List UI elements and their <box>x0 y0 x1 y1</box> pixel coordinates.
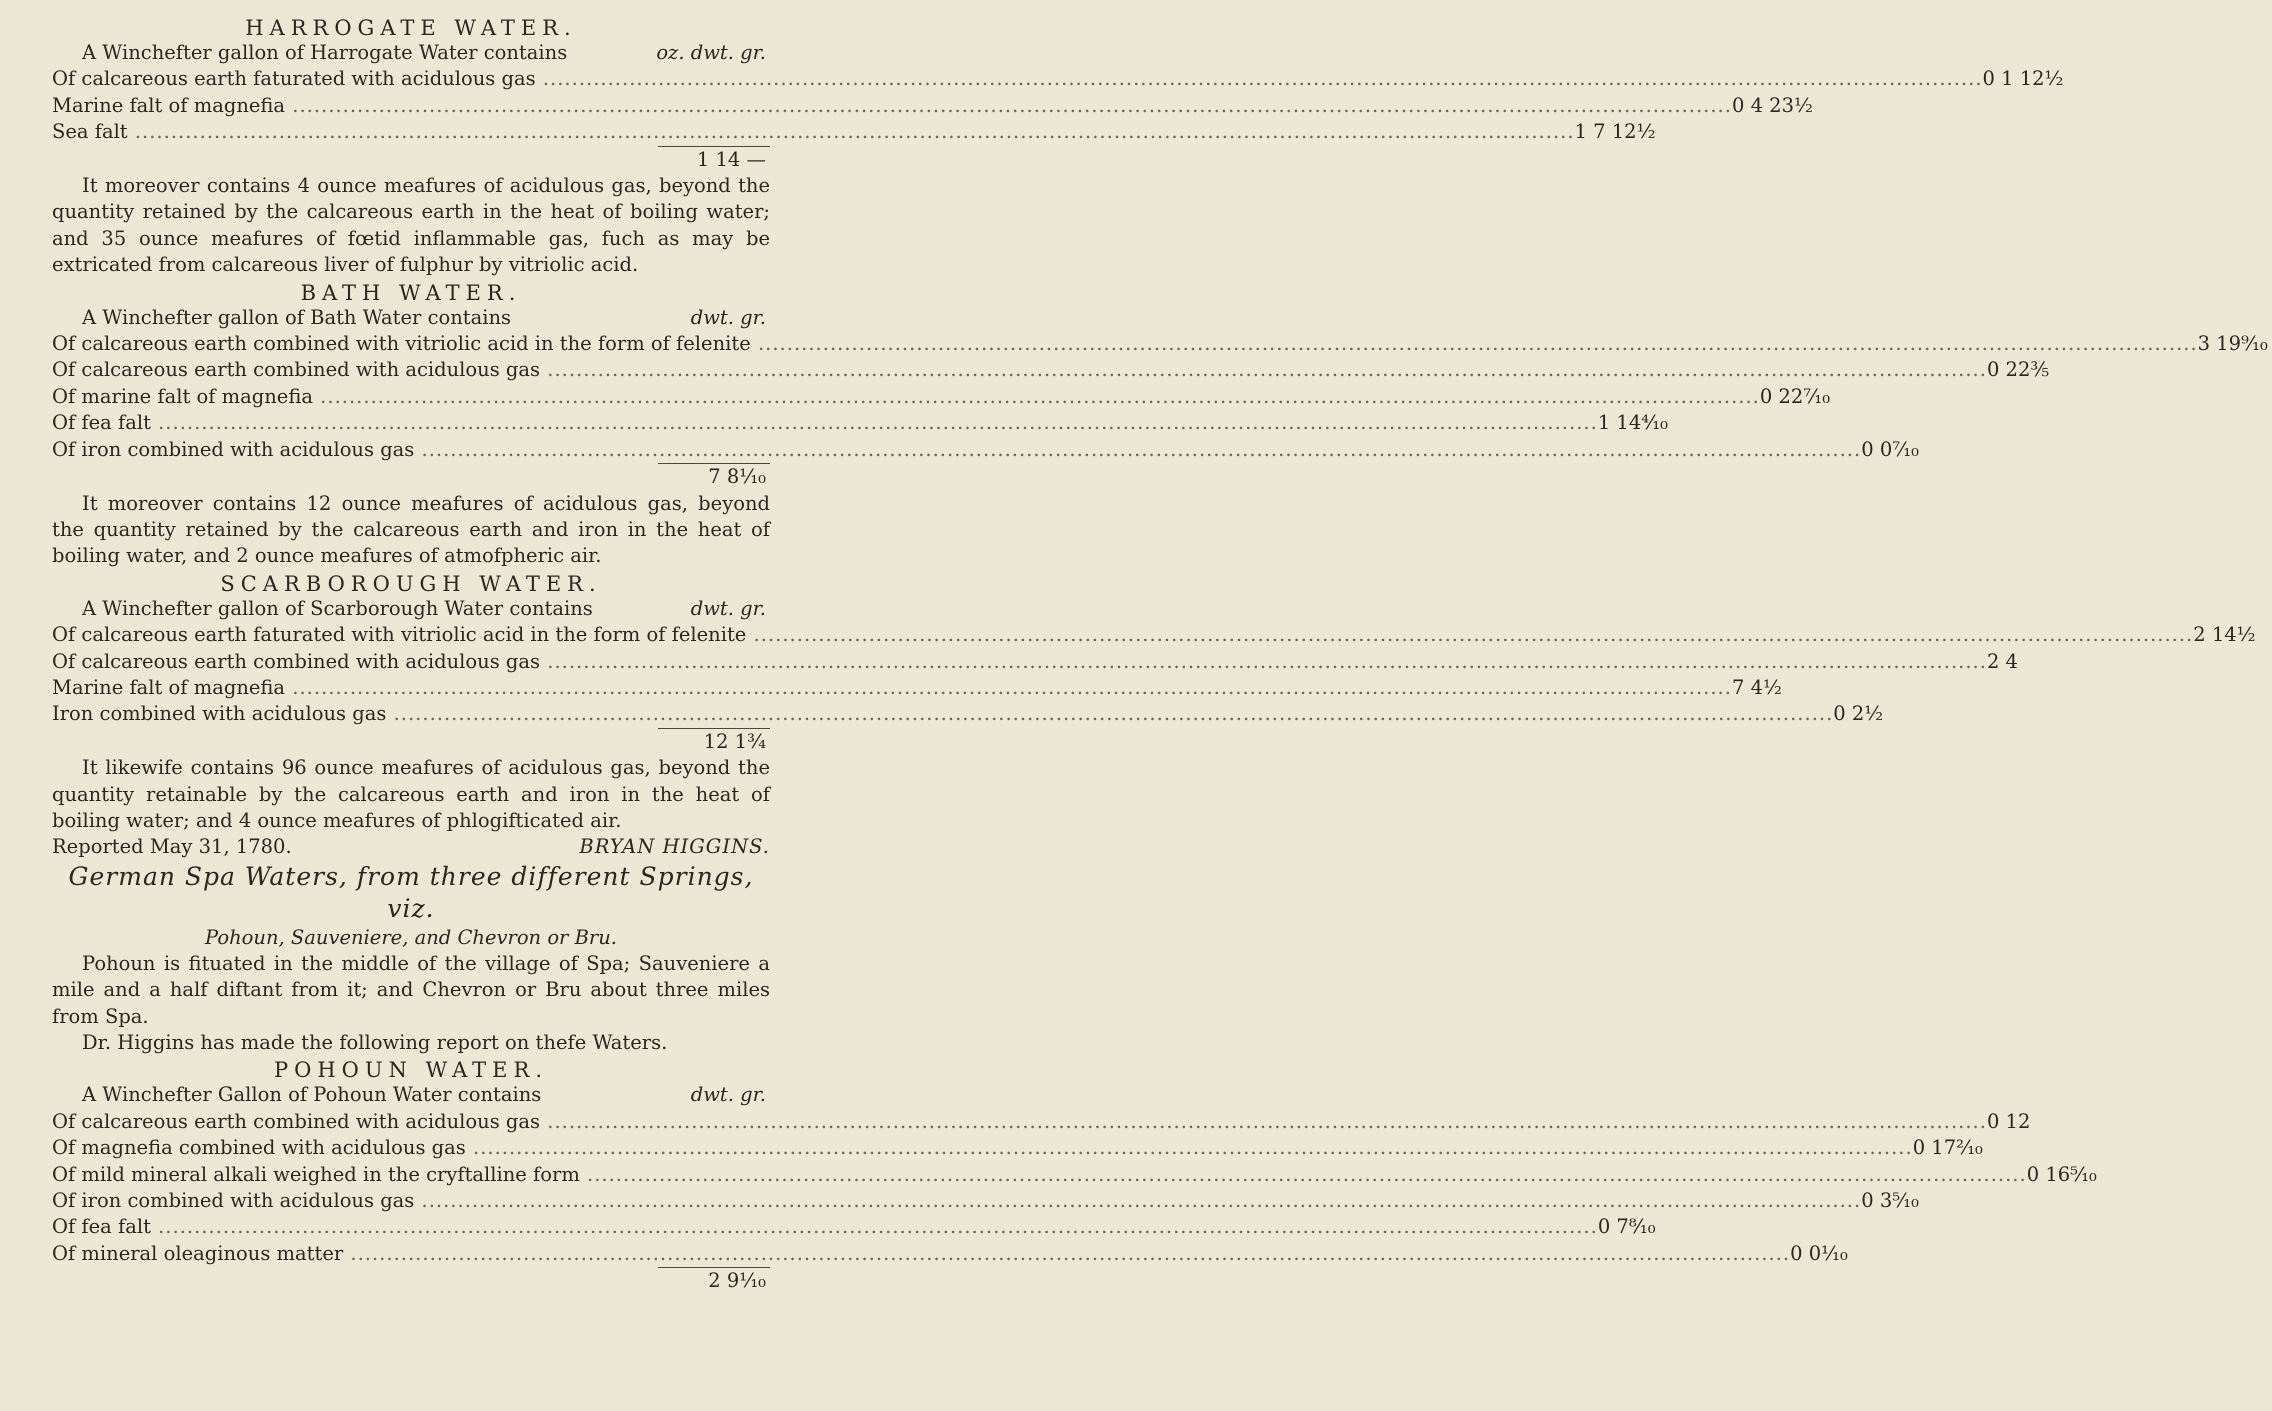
harrogate-title: HARROGATE WATER. <box>245 16 577 40</box>
row-value: 0 2½ <box>1833 702 1884 726</box>
table-row <box>52 66 2064 92</box>
row-value: 0 0¹⁄₁₀ <box>1790 1241 1848 1265</box>
table-row <box>52 649 2018 675</box>
row-value: 0 4 23½ <box>1731 93 1813 117</box>
total-value: 1 14 — <box>658 146 770 173</box>
total-row <box>52 728 770 755</box>
harrogate-header-units: oz. dwt. gr. <box>656 41 766 64</box>
spa-intro: Dr. Higgins has made the following report on thefe Waters. <box>82 1031 668 1054</box>
row-value: 1 7 12½ <box>1574 120 1656 144</box>
pohoun-table <box>52 1082 2097 1294</box>
row-label: Of fea falt ..... <box>52 1214 1598 1240</box>
table-row <box>52 622 2256 648</box>
table-row <box>52 1241 1848 1267</box>
pohoun-header-label: A Winchefter Gallon of Pohoun Water contains <box>82 1083 542 1107</box>
row-label: Of marine falt of magnefia ..... <box>52 384 1760 410</box>
scarborough-note: It likewife contains 96 ounce meafures of acidulous gas, beyond the quantity retainable by the calcareous earth and iron in the heat of boiling water; and 4 ounce meafures of phlogifticated air. <box>52 756 770 832</box>
row-value: 3 19⁹⁄₁₀ <box>2197 332 2268 356</box>
table-row <box>52 331 2268 357</box>
scarborough-header-label: A Winchefter gallon of Scarborough Water contains <box>82 596 593 620</box>
table-row <box>52 93 1813 119</box>
harrogate-header-label: A Winchefter gallon of Harrogate Water contains <box>82 41 568 64</box>
table-row <box>52 1109 2031 1135</box>
scarborough-table <box>52 596 2256 755</box>
scarborough-title: SCARBOROUGH WATER. <box>220 571 602 596</box>
row-value: 0 22⅗ <box>1986 358 2050 382</box>
row-value: 0 7⁸⁄₁₀ <box>1597 1215 1656 1239</box>
row-value: 2 4 <box>1986 649 2018 673</box>
row-label: Sea falt ..... <box>52 119 1575 145</box>
row-value: 0 22⁷⁄₁₀ <box>1759 384 1831 408</box>
bath-title: BATH WATER. <box>300 280 522 305</box>
row-label: Of calcareous earth combined with acidulous gas ..... <box>52 1109 1987 1135</box>
bath-header-label: A Winchefter gallon of Bath Water contains <box>82 305 512 329</box>
row-label: Of calcareous earth faturated with vitriolic acid in the form of felenite ..... <box>52 622 2193 648</box>
row-label: Of mild mineral alkali weighed in the cryftalline form ..... <box>52 1162 2027 1188</box>
report-line <box>52 834 770 860</box>
pohoun-title: POHOUN WATER. <box>273 1058 548 1083</box>
scarborough-header-units: dwt. gr. <box>690 596 766 620</box>
pohoun-header-row <box>52 1082 770 1108</box>
table-row <box>52 119 1656 145</box>
table-row <box>52 1188 1919 1214</box>
table-row <box>52 384 1831 410</box>
table-row <box>52 437 1919 463</box>
pohoun-header-units: dwt. gr. <box>690 1083 766 1107</box>
row-value: 2 14½ <box>2193 623 2256 647</box>
row-label: Of calcareous earth combined with acidulous gas ..... <box>52 357 1987 383</box>
report-date: Reported May 31, 1780. <box>52 835 292 859</box>
row-label: Of iron combined with acidulous gas ..... <box>52 437 1861 463</box>
bath-header-row <box>52 305 770 331</box>
spa-title: German Spa Waters, from three different Springs, viz. <box>68 861 754 923</box>
table-row <box>52 1214 1656 1240</box>
row-label: Marine falt of magnefia ..... <box>52 93 1732 119</box>
row-label: Of fea falt ..... <box>52 410 1598 436</box>
bath-header-units: dwt. gr. <box>690 305 766 329</box>
spa-description: Pohoun is fituated in the middle of the village of Spa; Sauveniere a mile and a half diftant from it; and Chevron or Bru about three miles from Spa. <box>52 951 770 1028</box>
harrogate-table <box>52 40 2064 173</box>
total-row <box>52 1267 770 1294</box>
table-row <box>52 701 1884 727</box>
row-label: Of iron combined with acidulous gas ..... <box>52 1188 1861 1214</box>
harrogate-note: It moreover contains 4 ounce meafures of acidulous gas, beyond the quantity retained by the calcareous earth in the heat of boiling water; and 35 ounce meafures of fœtid inflammable gas, fuch as may be extricated from calcareous liver of fulphur by vitriolic acid. <box>52 174 770 277</box>
harrogate-header-row <box>52 40 770 66</box>
table-row <box>52 357 2050 383</box>
row-label: Of mineral oleaginous matter ..... <box>52 1241 1790 1267</box>
bath-note: It moreover contains 12 ounce meafures of acidulous gas, beyond the quantity retained by the calcareous earth and iron in the heat of boiling water, and 2 ounce meafures of atmofpheric air. <box>52 491 770 568</box>
report-signature: BRYAN HIGGINS. <box>579 835 770 859</box>
row-label: Of calcareous earth combined with acidulous gas ..... <box>52 649 1987 675</box>
spa-springs: Pohoun, Sauveniere, and Chevron or Bru. <box>205 925 617 949</box>
scarborough-header-row <box>52 596 770 622</box>
total-value: 12 1¾ <box>658 728 770 755</box>
row-value: 0 12 <box>1986 1109 2031 1133</box>
row-value: 0 0⁷⁄₁₀ <box>1861 437 1919 461</box>
row-value: 7 4½ <box>1731 675 1782 699</box>
total-value: 7 8¹⁄₁₀ <box>658 463 770 490</box>
row-value: 0 17²⁄₁₀ <box>1912 1136 1983 1160</box>
total-row <box>52 463 770 490</box>
row-value: 0 3⁵⁄₁₀ <box>1861 1189 1919 1213</box>
table-row <box>52 1162 2097 1188</box>
row-value: 1 14⁴⁄₁₀ <box>1597 411 1668 435</box>
row-label: Marine falt of magnefia ..... <box>52 675 1732 701</box>
row-value: 0 16⁵⁄₁₀ <box>2026 1162 2097 1186</box>
total-value: 2 9¹⁄₁₀ <box>658 1267 770 1294</box>
row-label: Iron combined with acidulous gas ..... <box>52 701 1833 727</box>
row-label: Of calcareous earth combined with vitriolic acid in the form of felenite ..... <box>52 331 2198 357</box>
table-row <box>52 1135 1983 1161</box>
row-value: 0 1 12½ <box>1982 67 2064 91</box>
bath-table <box>52 305 2268 491</box>
row-label: Of magnefia combined with acidulous gas ..... <box>52 1135 1913 1161</box>
row-label: Of calcareous earth faturated with acidulous gas ..... <box>52 66 1983 92</box>
table-row <box>52 675 1782 701</box>
table-row <box>52 410 1668 436</box>
total-row <box>52 146 770 173</box>
